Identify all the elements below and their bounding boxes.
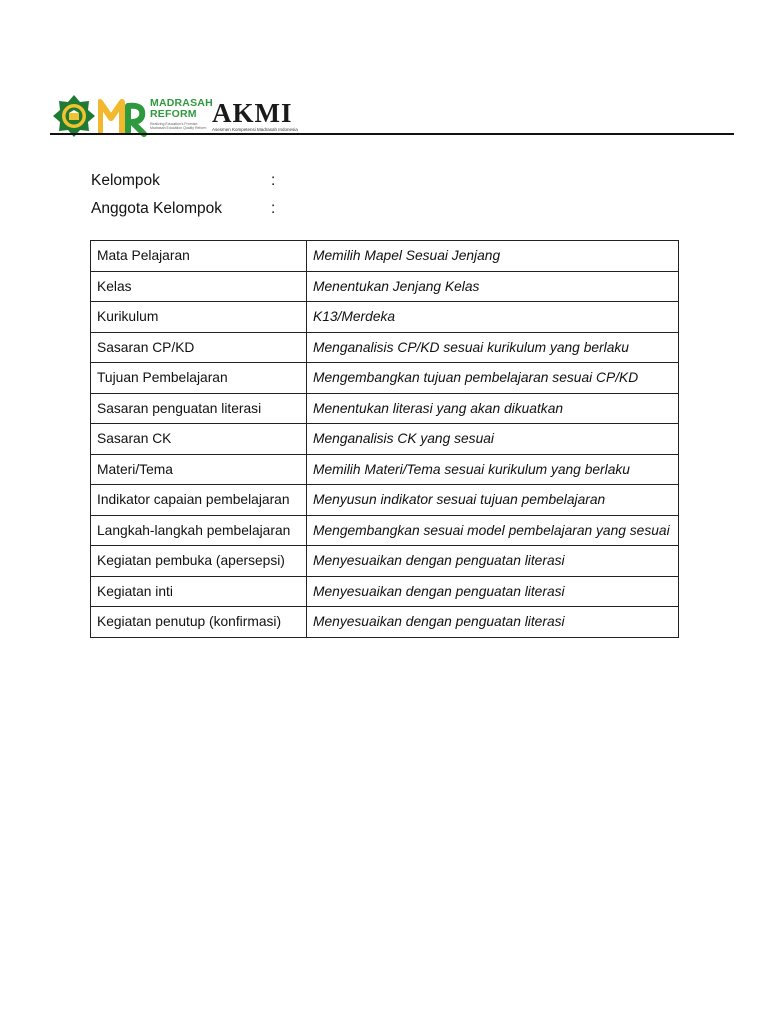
mr-title-line-1: MADRASAH [150,97,213,109]
row-value: Menganalisis CK yang sesuai [307,424,679,455]
table-row [91,332,679,363]
row-label: Kelas [91,271,307,302]
akmi-wordmark: AKMI [212,98,293,128]
row-label: Mata Pelajaran [91,241,307,272]
table-row [91,546,679,577]
table-row [91,576,679,607]
row-value: Menganalisis CP/KD sesuai kurikulum yang berlaku [307,332,679,363]
kemenag-emblem-icon [52,94,96,138]
row-label: Sasaran penguatan literasi [91,393,307,424]
field-label: Kelompok [91,172,160,189]
document-header [50,92,734,142]
row-value: Memilih Materi/Tema sesuai kurikulum yang berlaku [307,454,679,485]
row-value: Mengembangkan sesuai model pembelajaran yang sesuai [307,515,679,546]
madrasah-reform-wordmark [150,98,213,130]
akmi-logo [212,100,298,132]
row-value: Menyesuaikan dengan penguatan literasi [307,576,679,607]
header-divider [50,133,734,135]
table-row [91,363,679,394]
row-label: Materi/Tema [91,454,307,485]
field-colon: : [271,200,276,217]
row-label: Kegiatan penutup (konfirmasi) [91,607,307,638]
row-label: Langkah-langkah pembelajaran [91,515,307,546]
akmi-subtitle: Asesmen Kompetensi Madrasah Indonesia [212,127,298,132]
row-label: Kegiatan inti [91,576,307,607]
row-value: Menentukan Jenjang Kelas [307,271,679,302]
field-label: Anggota Kelompok [91,200,222,217]
row-label: Tujuan Pembelajaran [91,363,307,394]
row-label: Kegiatan pembuka (apersepsi) [91,546,307,577]
table-row [91,393,679,424]
field-colon: : [271,172,276,189]
table-row [91,241,679,272]
row-value: Menyesuaikan dengan penguatan literasi [307,607,679,638]
lesson-plan-table [90,240,679,638]
madrasah-reform-mr-icon [98,94,150,138]
table-row [91,302,679,333]
table-row [91,454,679,485]
row-value: Menyesuaikan dengan penguatan literasi [307,546,679,577]
row-label: Kurikulum [91,302,307,333]
table-row [91,607,679,638]
table-row [91,424,679,455]
row-value: Mengembangkan tujuan pembelajaran sesuai CP/KD [307,363,679,394]
row-value: Menentukan literasi yang akan dikuatkan [307,393,679,424]
row-value: Memilih Mapel Sesuai Jenjang [307,241,679,272]
table-row [91,515,679,546]
row-value: Menyusun indikator sesuai tujuan pembelajaran [307,485,679,516]
row-label: Indikator capaian pembelajaran [91,485,307,516]
mr-tagline: Realizing Education's Promise: Madrasah Education Quality Reform [150,122,207,130]
row-value: K13/Merdeka [307,302,679,333]
row-label: Sasaran CK [91,424,307,455]
row-label: Sasaran CP/KD [91,332,307,363]
mr-title-line-2: REFORM [150,108,197,120]
table-row [91,271,679,302]
table-row [91,485,679,516]
